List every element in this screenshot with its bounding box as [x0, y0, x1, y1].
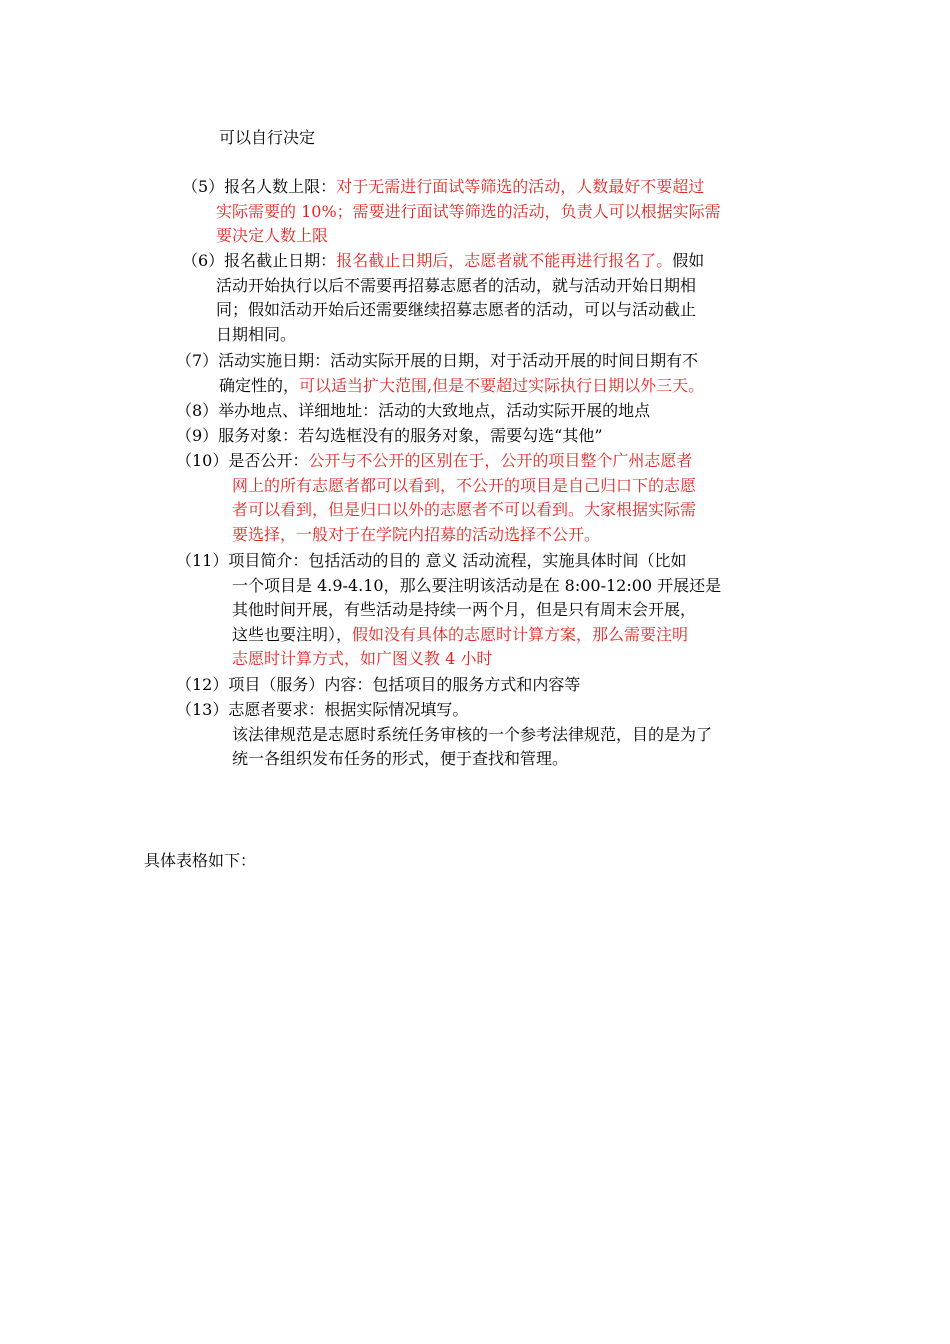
- item-8-line-1: [176, 399, 650, 423]
- item-10-line-4: [232, 523, 600, 547]
- item-10-line-3: [232, 498, 696, 522]
- item-11-line-2: [232, 574, 721, 598]
- highlight-text: 实际需要的 10%；需要进行面试等筛选的活动，负责人可以根据实际需: [216, 202, 721, 221]
- item-7-line-1: [176, 349, 698, 373]
- item-11-line-5: [232, 647, 492, 671]
- note-line-1: 该法律规范是志愿时系统任务审核的一个参考法律规范，目的是为了: [232, 725, 713, 744]
- intro-text: 可以自行决定: [219, 128, 316, 147]
- item-12-line-1: [176, 673, 580, 697]
- highlight-text: 可以适当扩大范围,但是不要超过实际执行日期以外三天。: [299, 376, 705, 395]
- highlight-text: 对于无需进行面试等筛选的活动，人数最好不要超过: [336, 177, 705, 196]
- body-text: 日期相同。: [216, 325, 297, 344]
- body-text: （5）报名人数上限：: [182, 177, 337, 196]
- highlight-text: 要选择，一般对于在学院内招募的活动选择不公开。: [232, 525, 601, 544]
- highlight-text: 报名截止日期后，志愿者就不能再进行报名了。: [336, 251, 673, 270]
- body-text: （11）项目简介：包括活动的目的 意义 活动流程，实施具体时间（比如: [176, 551, 687, 570]
- highlight-text: 假如没有具体的志愿时计算方案，那么需要注明: [352, 625, 689, 644]
- body-text: （10）是否公开：: [176, 451, 309, 470]
- body-text: 确定性的，: [219, 376, 300, 395]
- highlight-text: 网上的所有志愿者都可以看到，不公开的项目是自己归口下的志愿: [232, 476, 697, 495]
- item-11-line-3: [232, 598, 696, 622]
- body-text: （8）举办地点、详细地址：活动的大致地点，活动实际开展的地点: [176, 401, 651, 420]
- body-text: （9）服务对象：若勾选框没有的服务对象，需要勾选“其他”: [176, 426, 603, 445]
- highlight-text: 志愿时计算方式，如广图义教 4 小时: [232, 649, 493, 668]
- body-text: （12）项目（服务）内容：包括项目的服务方式和内容等: [176, 675, 581, 694]
- item-11-line-4: [232, 623, 688, 647]
- item-5-line-1: [182, 175, 704, 199]
- item-10-line-1: [176, 449, 692, 473]
- body-text: 一个项目是 4.9-4.10，那么要注明该活动是在 8:00-12:00 开展还是: [232, 576, 722, 595]
- item-11-line-1: [176, 549, 687, 573]
- highlight-text: 要决定人数上限: [216, 226, 329, 245]
- item-6-line-4: [216, 323, 296, 347]
- item-13-line-1: [176, 698, 468, 722]
- highlight-text: 公开与不公开的区别在于，公开的项目整个广州志愿者: [308, 451, 693, 470]
- item-9-line-1: [176, 424, 603, 448]
- body-text: 这些也要注明），: [232, 625, 353, 644]
- item-5-line-2: [216, 200, 721, 224]
- body-text: （7）活动实施日期：活动实际开展的日期，对于活动开展的时间日期有不: [176, 351, 699, 370]
- item-6-line-2: [216, 274, 696, 298]
- body-text: 假如: [672, 251, 705, 270]
- footer-text: 具体表格如下：: [144, 851, 257, 870]
- highlight-text: 者可以看到，但是归口以外的志愿者不可以看到。大家根据实际需: [232, 500, 697, 519]
- item-10-line-2: [232, 474, 696, 498]
- item-5-line-3: [216, 224, 328, 248]
- body-text: 同；假如活动开始后还需要继续招募志愿者的活动，可以与活动截止: [216, 300, 697, 319]
- body-text: （13）志愿者要求：根据实际情况填写。: [176, 700, 469, 719]
- body-text: （6）报名截止日期：: [182, 251, 337, 270]
- body-text: 活动开始执行以后不需要再招募志愿者的活动，就与活动开始日期相: [216, 276, 697, 295]
- item-6-line-1: [182, 249, 704, 273]
- item-6-line-3: [216, 298, 696, 322]
- item-7-line-2: [219, 374, 704, 398]
- note-line-2: 统一各组织发布任务的形式，便于查找和管理。: [232, 749, 569, 768]
- body-text: 其他时间开展，有些活动是持续一两个月，但是只有周末会开展，: [232, 600, 697, 619]
